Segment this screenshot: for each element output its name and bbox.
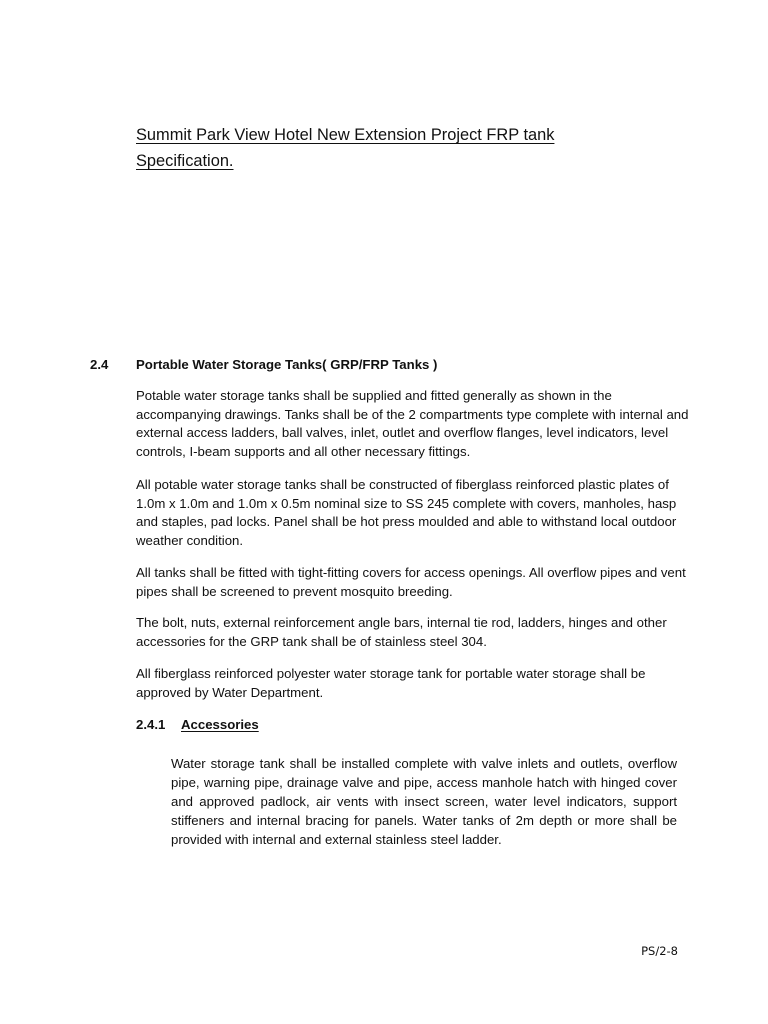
- subsection-heading: [136, 716, 259, 734]
- page-number: PS/2-8: [641, 944, 678, 958]
- section-number: 2.4: [90, 357, 109, 372]
- section-paragraph-5: All fiberglass reinforced polyester water storage tank for portable water storage shall be approved by Water Department.: [136, 666, 646, 700]
- subsection-title: Accessories: [181, 717, 259, 732]
- section-paragraph-1: Potable water storage tanks shall be supplied and fitted generally as shown in the accompanying drawings. Tanks shall be of the 2 compartments type complete with internal and external access ladders, ball valves, inlet, outlet and overflow flanges, level indicators, level controls, I-beam supports and all other necessary fittings.: [136, 388, 689, 459]
- section-heading: [90, 356, 437, 374]
- section-paragraph-4: The bolt, nuts, external reinforcement angle bars, internal tie rod, ladders, hinges and other accessories for the GRP tank shall be of stainless steel 304.: [136, 615, 667, 649]
- section-paragraph-3: All tanks shall be fitted with tight-fitting covers for access openings. All overflow pipes and vent pipes shall be screened to prevent mosquito breeding.: [136, 565, 686, 599]
- section-paragraph-2: All potable water storage tanks shall be constructed of fiberglass reinforced plastic plates of 1.0m x 1.0m and 1.0m x 0.5m nominal size to SS 245 complete with covers, manholes, hasp and staples, pad locks. Panel shall be hot press moulded and able to withstand local outdoor weather condition.: [136, 477, 677, 548]
- subsection-number: 2.4.1: [136, 717, 166, 732]
- document-title: Summit Park View Hotel New Extension Project FRP tank Specification.: [136, 126, 555, 170]
- section-title: Portable Water Storage Tanks( GRP/FRP Tanks ): [136, 357, 438, 372]
- subsection-paragraph: Water storage tank shall be installed complete with valve inlets and outlets, overflow pipe, warning pipe, drainage valve and pipe, access manhole hatch with hinged cover and approved padlock, air vents with insect screen, water level indicators, support stiffeners and internal bracing for panels. Water tanks of 2m depth or more shall be provided with internal and external stainless steel ladder.: [171, 756, 677, 847]
